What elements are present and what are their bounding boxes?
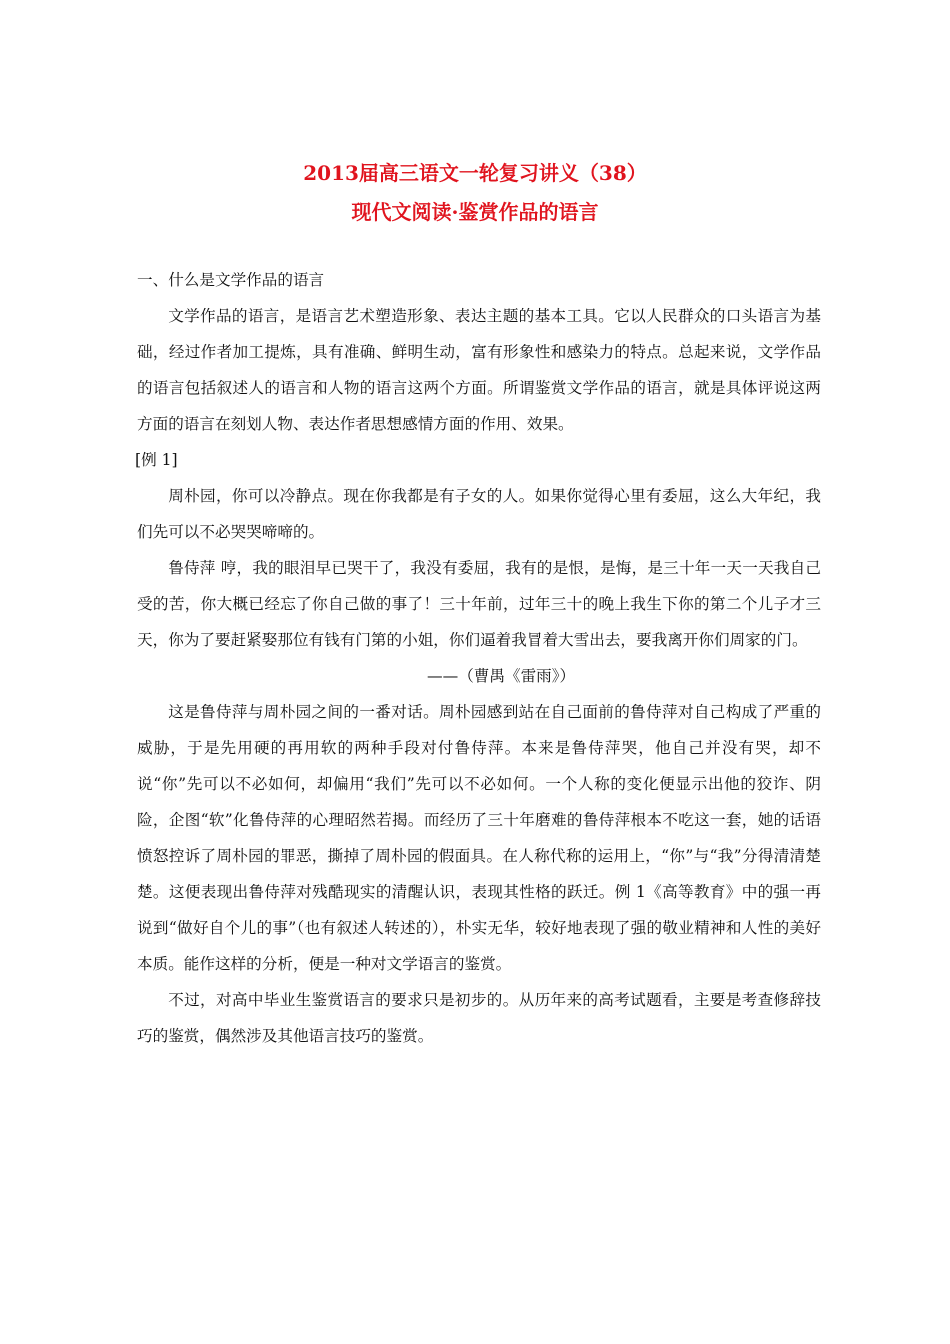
example-label: [例 1]: [135, 451, 178, 469]
body-text: [137, 298, 821, 1054]
dialogue-paragraph-2: 鲁侍萍 哼，我的眼泪早已哭干了，我没有委屈，我有的是恨，是悔，是三十年一天一天我自己受的苦，你大概已经忘了你自己做的事了！三十年前，过年三十的晚上我生下你的第二个儿子才三天，你为了要赶紧娶那位有钱有门第的小姐，你们逼着我冒着大雪出去，要我离开你们周家的门。: [137, 559, 821, 649]
analysis-paragraph: 这是鲁侍萍与周朴园之间的一番对话。周朴园感到站在自己面前的鲁侍萍对自己构成了严重的威胁，于是先用硬的再用软的两种手段对付鲁侍萍。本来是鲁侍萍哭，他自己并没有哭，却不说“你”先可以不必如何，却偏用“我们”先可以不必如何。一个人称的变化便显示出他的狡诈、阴险，企图“软”化鲁侍萍的心理昭然若揭。而经历了三十年磨难的鲁侍萍根本不吃这一套，她的话语愤怒控诉了周朴园的罪恶，撕掉了周朴园的假面具。在人称代称的运用上，“你”与“我”分得清清楚楚。这便表现出鲁侍萍对残酷现实的清醒认识，表现其性格的跃迁。例 1《高等教育》中的强一再说到“做好自个儿的事”（也有叙述人转述的），朴实无华，较好地表现了强的敬业精神和人性的美好本质。能作这样的分析，便是一种对文学语言的鉴赏。: [137, 703, 821, 973]
intro-paragraph: 文学作品的语言，是语言艺术塑造形象、表达主题的基本工具。它以人民群众的口头语言为基础，经过作者加工提炼，具有准确、鲜明生动，富有形象性和感染力的特点。总起来说，文学作品的语言包括叙述人的语言和人物的语言这两个方面。所谓鉴赏文学作品的语言，就是具体评说这两方面的语言在刻划人物、表达作者思想感情方面的作用、效果。: [137, 307, 821, 433]
closing-paragraph: 不过，对高中毕业生鉴赏语言的要求只是初步的。从历年来的高考试题看，主要是考查修辞技巧的鉴赏，偶然涉及其他语言技巧的鉴赏。: [137, 991, 821, 1045]
section-heading: 一、什么是文学作品的语言: [137, 271, 325, 289]
dialogue-paragraph-1: 周朴园，你可以冷静点。现在你我都是有子女的人。如果你觉得心里有委屈，这么大年纪，我们先可以不必哭哭啼啼的。: [137, 487, 821, 541]
document-subtitle: 现代文阅读·鉴赏作品的语言: [351, 200, 599, 224]
document-title: 2013届高三语文一轮复习讲义（38）: [303, 161, 647, 185]
source-citation: ——（曹禺《雷雨》）: [427, 667, 576, 685]
